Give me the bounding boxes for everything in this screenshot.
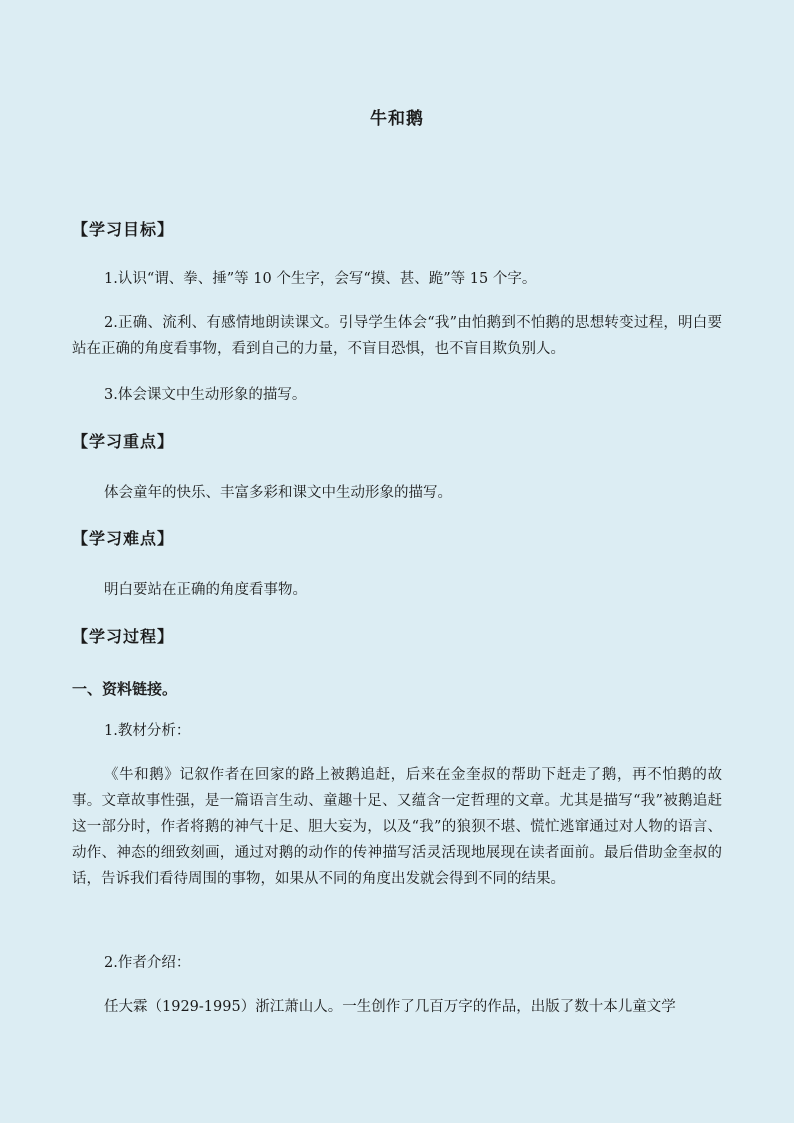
author-label: 2.作者介绍： [104, 955, 191, 971]
difficulty-heading: 【学习难点】 [72, 529, 175, 548]
key-points-text: 体会童年的快乐、丰富多彩和课文中生动形象的描写。 [104, 485, 452, 501]
author-paragraph: 任大霖（1929-1995）浙江萧山人。一生创作了几百万字的作品，出版了数十本儿童文学 [104, 999, 676, 1015]
goal-item-3: 3.体会课文中生动形象的描写。 [104, 387, 307, 403]
difficulty-text: 明白要站在正确的角度看事物。 [104, 582, 307, 598]
page-title: 牛和鹅 [370, 109, 424, 129]
goal-item-1: 1.认识“谓、拳、捶”等 10 个生字，会写“摸、甚、跪”等 15 个字。 [104, 271, 537, 287]
analysis-label: 1.教材分析： [104, 723, 191, 739]
goal-item-2: 2.正确、流利、有感情地朗读课文。引导学生体会“我”由怕鹅到不怕鹅的思想转变过程，明白要站在正确的角度看事物，看到自己的力量，不盲目恐惧，也不盲目欺负别人。 [72, 315, 722, 357]
goals-heading: 【学习目标】 [72, 220, 175, 239]
analysis-paragraph: 《牛和鹅》记叙作者在回家的路上被鹅追赶，后来在金奎叔的帮助下赶走了鹅，再不怕鹅的故事。文章故事性强，是一篇语言生动、童趣十足、又蕴含一定哲理的文章。尤其是描写“我”被鹅追赶这一部分时，作者将鹅的神气十足、胆大妄为，以及“我”的狼狈不堪、慌忙逃窜通过对人物的语言、动作、神态的细致刻画，通过对鹅的动作的传神描写活灵活现地展现在读者面前。最后借助金奎叔的话，告诉我们看待周围的事物，如果从不同的角度出发就会得到不同的结果。 [72, 767, 722, 887]
process-heading: 【学习过程】 [72, 627, 175, 646]
part-1-heading: 一、资料链接。 [72, 680, 178, 698]
key-points-heading: 【学习重点】 [72, 432, 175, 451]
